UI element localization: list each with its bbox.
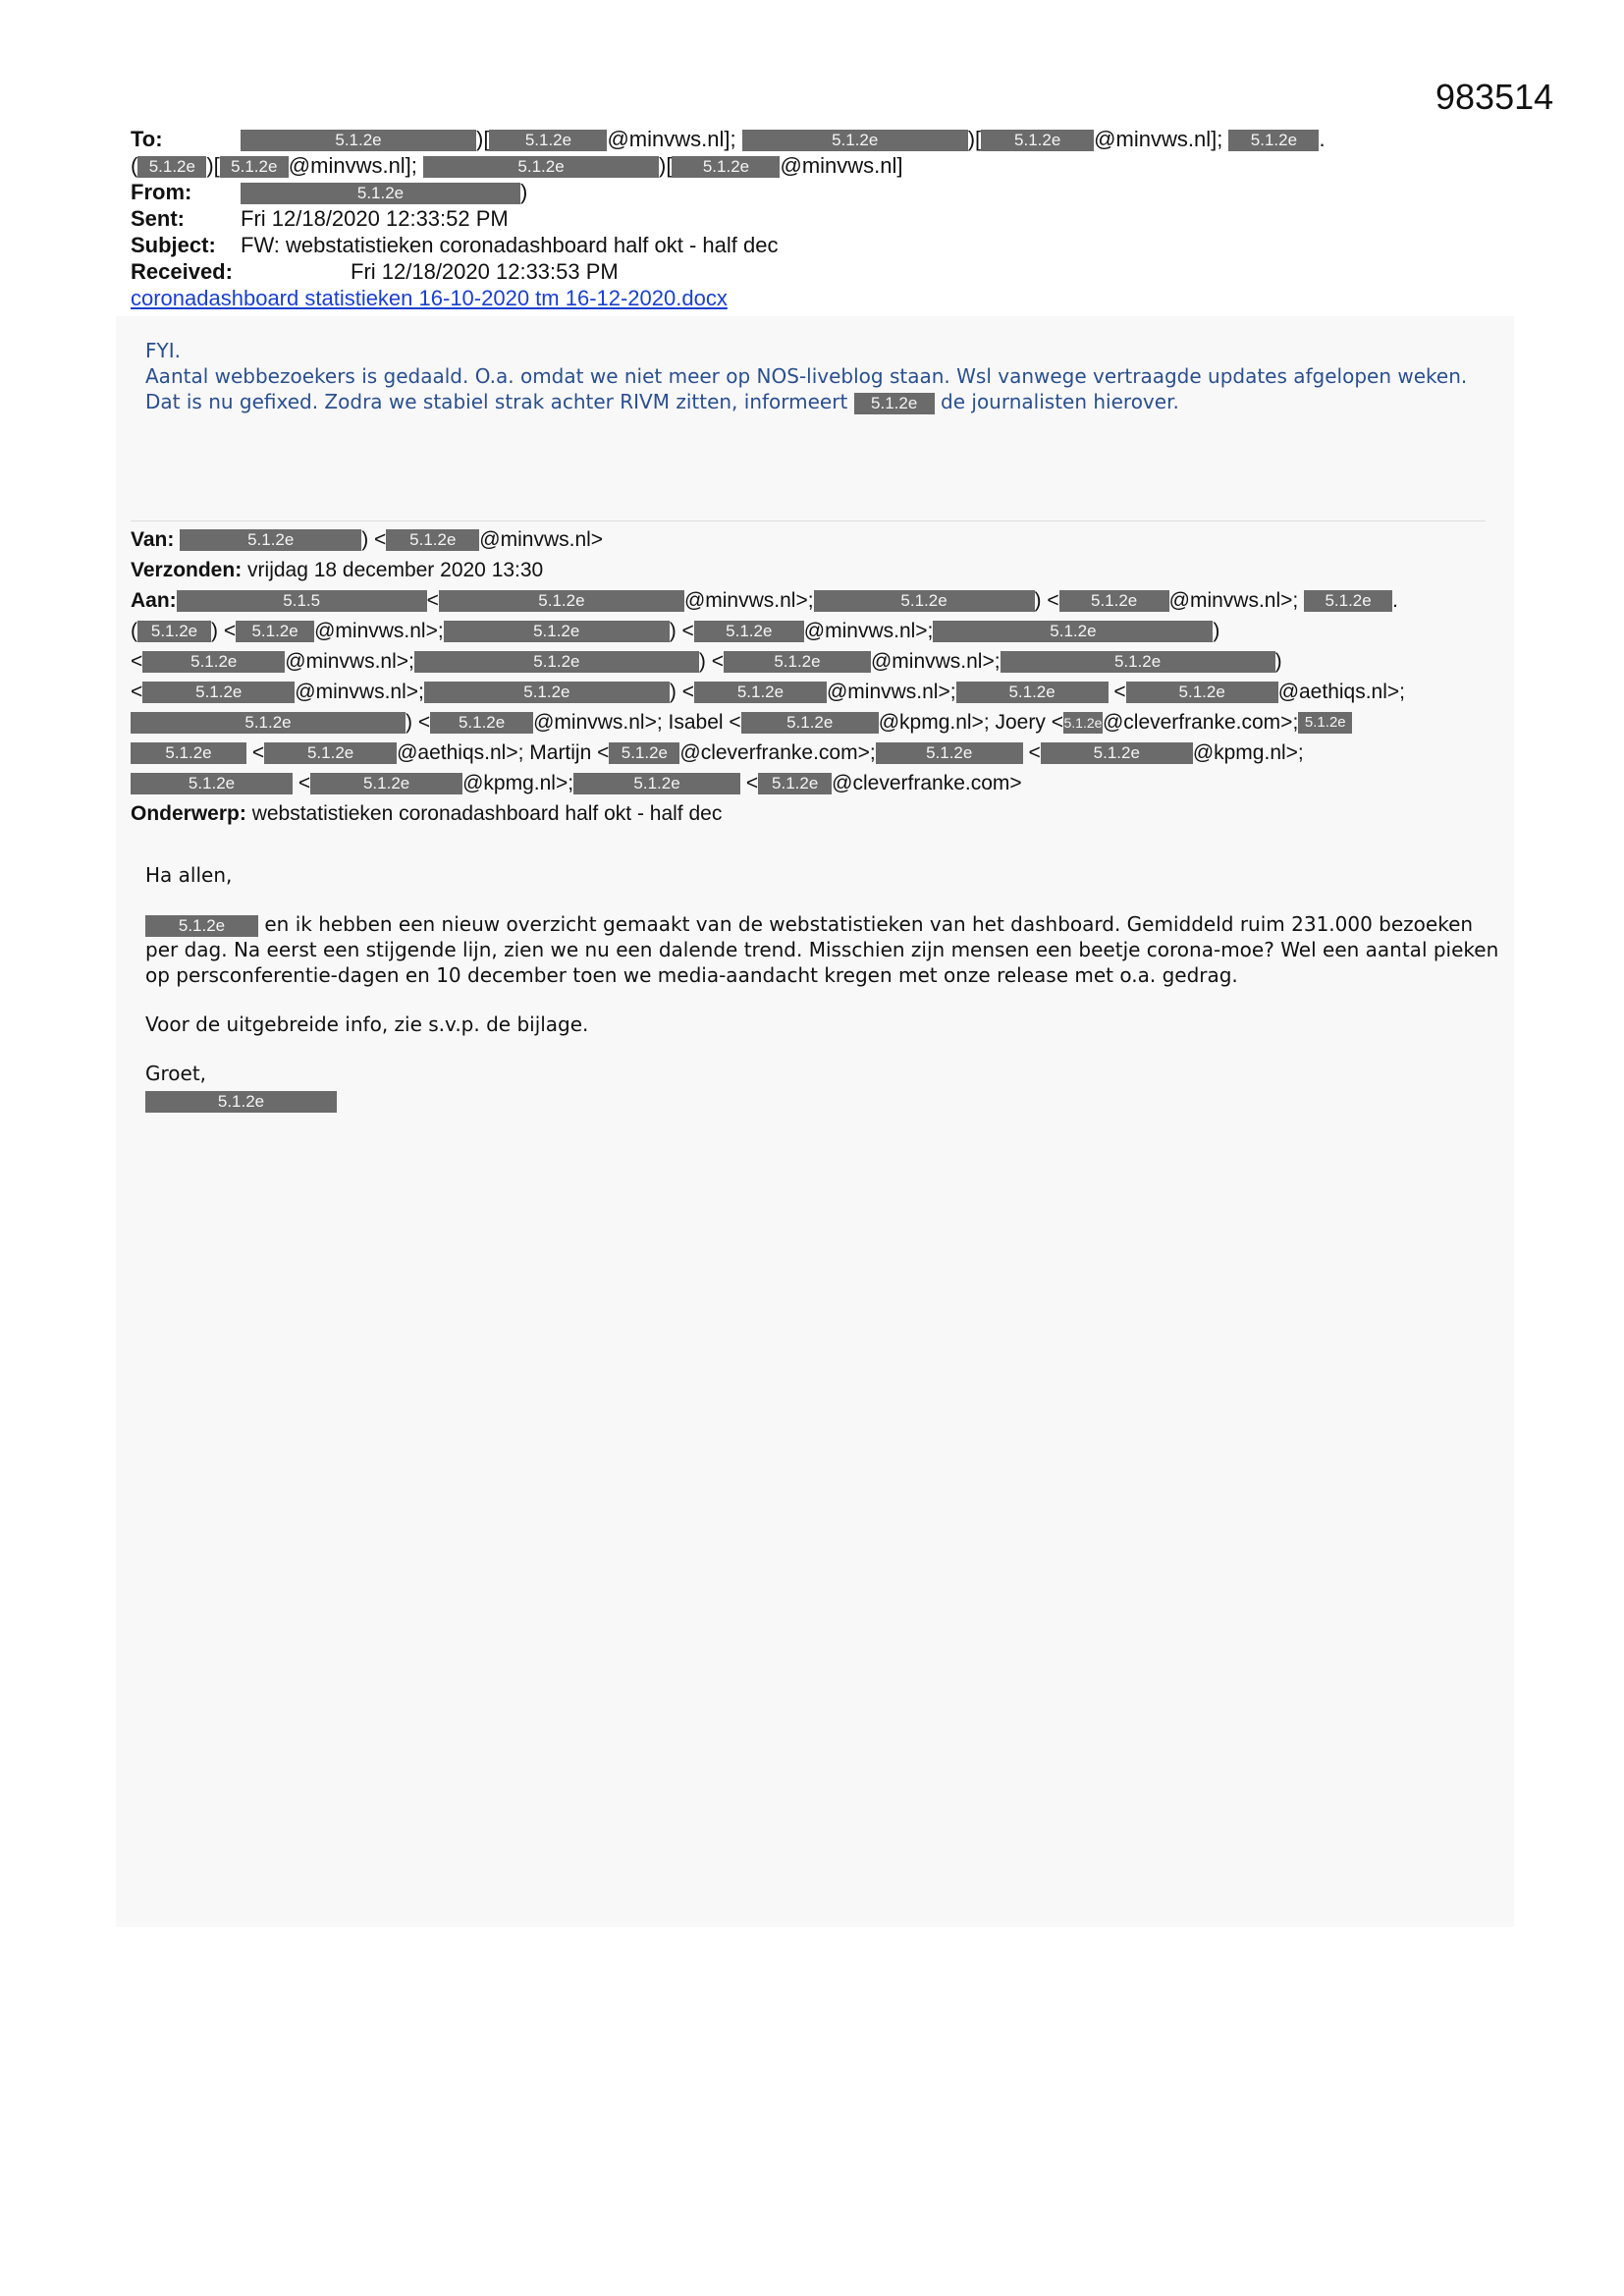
redaction-box: 5.1.2e <box>489 130 607 151</box>
email-domain: @cleverfranke.com>; <box>1102 711 1299 734</box>
redaction-box: 5.1.2e <box>758 773 832 794</box>
fyi-note <box>145 338 1500 414</box>
email-domain: @minvws.nl>; <box>295 681 424 703</box>
redaction-box: 5.1.2e <box>742 130 968 151</box>
recipient-name: Joery <box>995 711 1046 734</box>
email-domain: @minvws.nl]; <box>607 127 736 151</box>
subject-row <box>131 232 1505 258</box>
message-text <box>145 862 1500 1113</box>
verzonden-label: Verzonden: <box>131 559 243 581</box>
redaction-box: 5.1.2e <box>672 156 780 178</box>
subject-label: Subject: <box>131 233 216 257</box>
redaction-box: 5.1.2e <box>430 712 533 734</box>
attachment-link[interactable]: coronadashboard statistieken 16-10-2020 tm 16-12-2020.docx <box>131 286 728 310</box>
redaction-box: 5.1.2e <box>1304 590 1392 612</box>
redaction-box: 5.1.2e <box>1059 590 1169 612</box>
paragraph <box>145 911 1500 988</box>
greeting: Ha allen, <box>145 863 233 887</box>
redaction-box: 5.1.2e <box>386 529 479 551</box>
recipient-name: Martijn <box>529 741 592 764</box>
fyi-text: de journalisten hierover. <box>941 390 1179 413</box>
redaction-box: 5.1.2e <box>1063 712 1103 734</box>
email-domain: @minvws.nl>; <box>1168 589 1299 612</box>
paragraph: Voor de uitgebreide info, zie s.v.p. de bijlage. <box>145 1012 589 1036</box>
redaction-box: 5.1.2e <box>1041 742 1193 764</box>
redaction-box: 5.1.2e <box>444 621 670 642</box>
redaction-box: 5.1.2e <box>145 1091 337 1113</box>
van-label: Van: <box>131 528 175 551</box>
aan-row: Aan: 5.1.5 < 5.1.2e @minvws.nl>; 5.1.2e ) < 5.1.2e @minvws.nl>; 5.1.2e . <box>131 585 1505 616</box>
redaction-box: 5.1.2e <box>131 712 406 734</box>
recipient-name: Isabel <box>668 711 724 734</box>
redaction-box: 5.1.2e <box>609 742 679 764</box>
email-domain: @minvws.nl>; <box>826 681 956 703</box>
attachment-row <box>131 285 1505 311</box>
email-domain: @minvws.nl]; <box>1094 127 1223 151</box>
redaction-box: 5.1.2e <box>137 621 211 642</box>
redaction-box: 5.1.2e <box>310 773 462 794</box>
email-domain: @kpmg.nl>; <box>1192 741 1304 764</box>
aan-label: Aan: <box>131 589 177 612</box>
email-domain: @aethiqs.nl>; <box>1277 681 1405 703</box>
redaction-box: 5.1.2e <box>694 621 804 642</box>
received-value: Fri 12/18/2020 12:33:53 PM <box>351 259 619 284</box>
email-domain: @cleverfranke.com>; <box>679 741 876 764</box>
redaction-box: 5.1.2e <box>876 742 1023 764</box>
aan-row: 5.1.2e < 5.1.2e @aethiqs.nl>; Martijn < 5.1.2e @cleverfranke.com>; 5.1.2e < 5.1.2e @kpmg.nl>; <box>131 738 1505 768</box>
redaction-box: 5.1.2e <box>439 590 684 612</box>
to-label: To: <box>131 127 163 151</box>
aan-row: < 5.1.2e @minvws.nl>; 5.1.2e ) < 5.1.2e @minvws.nl>; 5.1.2e < 5.1.2e @aethiqs.nl>; <box>131 681 1405 703</box>
received-label: Received: <box>131 259 233 284</box>
email-domain: @minvws.nl>; <box>285 650 414 673</box>
aan-row: ( 5.1.2e ) < 5.1.2e @minvws.nl>; 5.1.2e ) < 5.1.2e @minvws.nl>; 5.1.2e ) <box>131 620 1220 642</box>
redaction-box: 5.1.2e <box>741 712 879 734</box>
received-row <box>131 258 1505 285</box>
from-row: From: 5.1.2e ) <box>131 180 528 204</box>
email-domain: @minvws.nl>; <box>683 589 814 612</box>
redaction-box: 5.1.2e <box>956 682 1109 703</box>
redaction-box: 5.1.2e <box>241 183 520 204</box>
redaction-box: 5.1.2e <box>694 682 827 703</box>
divider <box>131 520 1486 521</box>
onderwerp-label: Onderwerp: <box>131 802 246 825</box>
redaction-box: 5.1.2e <box>142 651 285 673</box>
email-domain: @minvws.nl] <box>780 153 903 178</box>
redaction-box: 5.1.2e <box>981 130 1094 151</box>
signature <box>145 1086 1500 1113</box>
redaction-box: 5.1.2e <box>131 773 293 794</box>
onderwerp-value: webstatistieken coronadashboard half okt - half dec <box>251 802 723 825</box>
email-domain: @minvws.nl>; <box>803 620 934 642</box>
email-domain: @cleverfranke.com> <box>832 772 1022 794</box>
forwarded-header <box>131 524 1505 829</box>
email-domain: @kpmg.nl>; <box>462 772 574 794</box>
redaction-box: 5.1.2e <box>724 651 871 673</box>
sent-row <box>131 205 1505 232</box>
redaction-box: 5.1.2e <box>236 621 314 642</box>
redaction-box: 5.1.2e <box>180 529 361 551</box>
sent-label: Sent: <box>131 206 185 231</box>
aan-row: 5.1.2e ) < 5.1.2e @minvws.nl>; Isabel < 5.1.2e @kpmg.nl>; Joery <5.1.2e@cleverfranke.com>; 5.1.2e <box>131 707 1505 738</box>
aan-row: < 5.1.2e @minvws.nl>; 5.1.2e ) < 5.1.2e @minvws.nl>; 5.1.2e ) <box>131 650 1282 673</box>
redaction-box: 5.1.2e <box>264 742 397 764</box>
email-domain: @minvws.nl>; <box>533 711 663 734</box>
closing: Groet, <box>145 1062 207 1085</box>
email-domain: @minvws.nl> <box>479 528 604 551</box>
redaction-box: 5.1.2e <box>414 651 699 673</box>
redaction-box: 5.1.2e <box>424 682 670 703</box>
email-domain: @kpmg.nl>; <box>878 711 990 734</box>
redaction-box: 5.1.2e <box>142 682 295 703</box>
redaction-box: 5.1.2e <box>131 742 246 764</box>
document-number: 983514 <box>1435 77 1554 117</box>
aan-row: 5.1.2e < 5.1.2e @kpmg.nl>; 5.1.2e < 5.1.2e @cleverfranke.com> <box>131 768 1505 798</box>
from-label: From: <box>131 180 192 204</box>
redaction-box: 5.1.2e <box>573 773 740 794</box>
fyi-line <box>145 389 1500 414</box>
redaction-box: 5.1.2e <box>814 590 1035 612</box>
to-row: To: 5.1.2e )[ 5.1.2e @minvws.nl]; 5.1.2e )[ 5.1.2e @minvws.nl]; 5.1.2e . <box>131 127 1326 151</box>
fyi-text: Dat is nu gefixed. Zodra we stabiel strak achter RIVM zitten, informeert <box>145 390 848 413</box>
redaction-box: 5.1.2e <box>854 393 935 414</box>
redaction-box: 5.1.2e <box>1298 712 1352 734</box>
onderwerp-row <box>131 798 1505 829</box>
paragraph-text: en ik hebben een nieuw overzicht gemaakt van de webstatistieken van het dashboard. Gemiddeld ruim 231.000 bezoeken per dag. Na eerst een stijgende lijn, zien we nu een dalende trend. Misschien zijn mensen een beetje corona-moe? Wel een aantal pieken op persconferentie-dagen en 10 december toen we media-aandacht kregen met onze release met o.a. gedrag. <box>145 912 1499 987</box>
redaction-box: 5.1.2e <box>1001 651 1275 673</box>
verzonden-value: vrijdag 18 december 2020 13:30 <box>247 559 544 581</box>
to-row-continued: ( 5.1.2e )[ 5.1.2e @minvws.nl]; 5.1.2e )[ 5.1.2e @minvws.nl] <box>131 153 903 178</box>
redaction-box: 5.1.5 <box>177 590 427 612</box>
sent-value: Fri 12/18/2020 12:33:52 PM <box>241 206 509 231</box>
redaction-box: 5.1.2e <box>220 156 289 178</box>
email-domain: @minvws.nl>; <box>870 650 1001 673</box>
fyi-line: Aantal webbezoekers is gedaald. O.a. omdat we niet meer op NOS-liveblog staan. Wsl vanwege vertraagde updates afgelopen weken. <box>145 364 1468 388</box>
email-domain: @aethiqs.nl>; <box>397 741 524 764</box>
email-header <box>131 126 1505 311</box>
redaction-box: 5.1.2e <box>241 130 476 151</box>
email-domain: @minvws.nl>; <box>314 620 444 642</box>
redaction-box: 5.1.2e <box>137 156 206 178</box>
redaction-box: 5.1.2e <box>1126 682 1278 703</box>
van-row: Van: 5.1.2e ) < 5.1.2e @minvws.nl> <box>131 524 1505 555</box>
subject-value: FW: webstatistieken coronadashboard half okt - half dec <box>241 233 779 257</box>
redaction-box: 5.1.2e <box>423 156 659 178</box>
redaction-box: 5.1.2e <box>145 915 258 937</box>
fyi-line: FYI. <box>145 339 181 362</box>
verzonden-row <box>131 555 1505 585</box>
redaction-box: 5.1.2e <box>1228 130 1319 151</box>
redaction-box: 5.1.2e <box>933 621 1213 642</box>
